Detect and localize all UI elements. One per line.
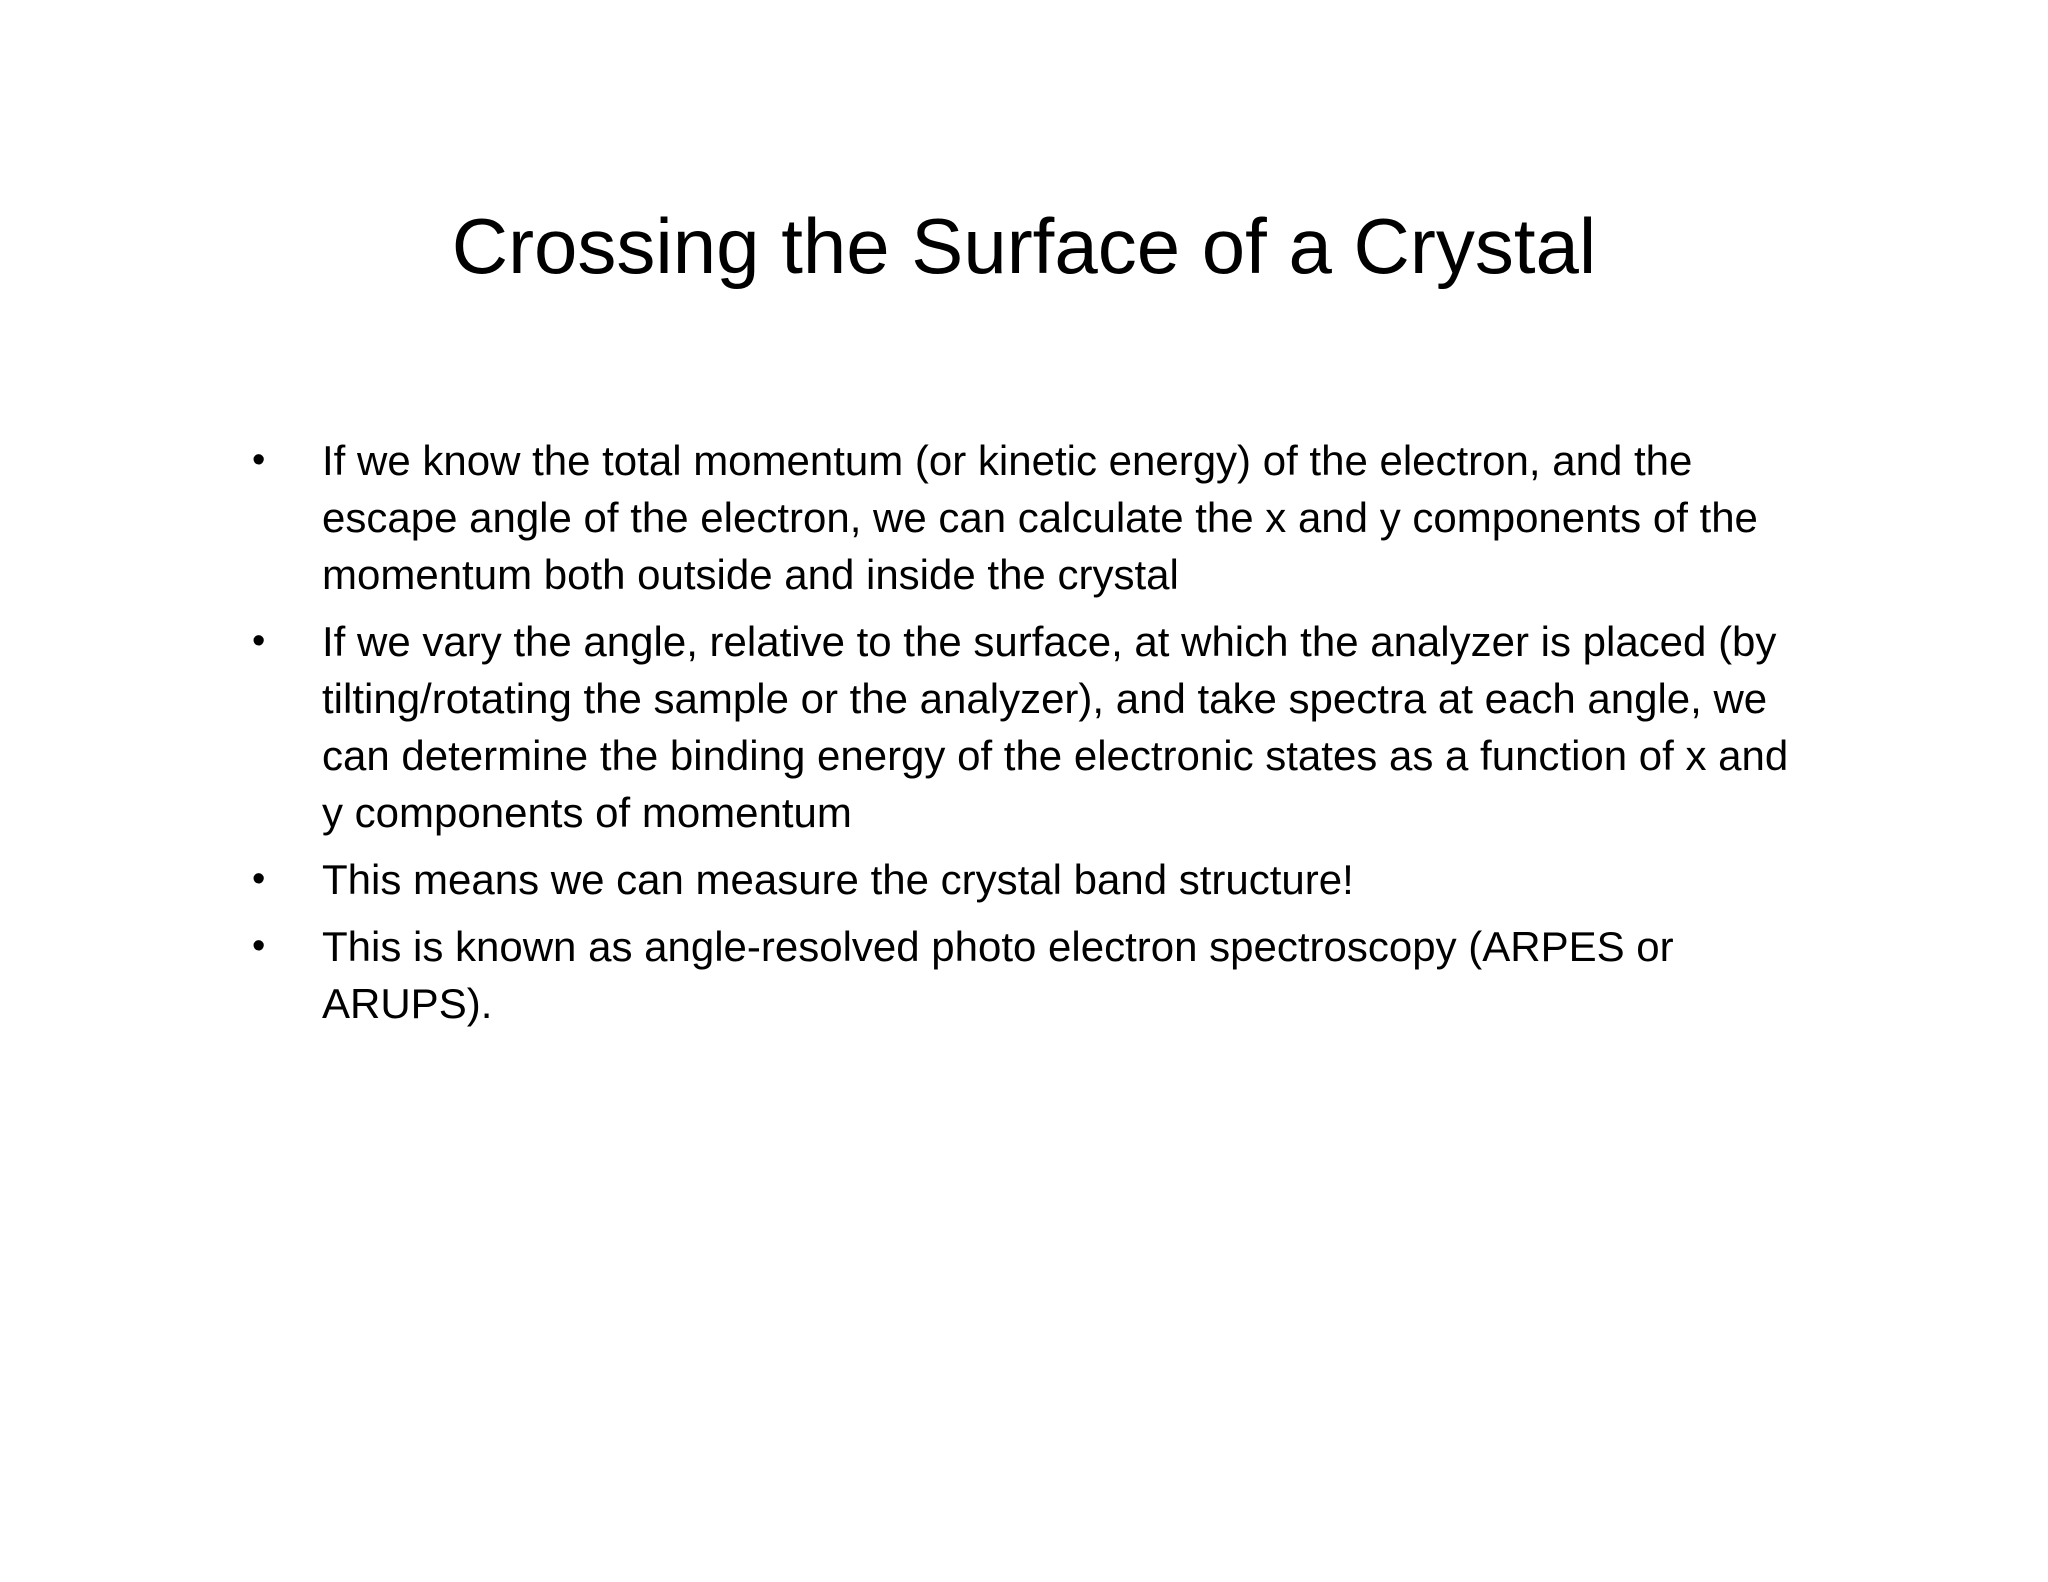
bullet-text: If we vary the angle, relative to the surface, at which the analyzer is placed (by tilting/rotating the sample or the analyzer), and take spectra at each angle, we can determine the binding energy of the electronic states as a function of x and y components of momentum [322,618,1789,836]
bullet-text: This is known as angle-resolved photo electron spectroscopy (ARPES or ARUPS). [322,923,1674,1027]
slide-title: Crossing the Surface of a Crystal [451,202,1597,290]
bullet-text: This means we can measure the crystal band structure! [322,856,1354,903]
bullet-item [252,432,1812,603]
bullet-item [252,851,1812,908]
bullet-marker: • [252,858,266,900]
bullet-marker: • [252,925,266,967]
bullet-marker: • [252,620,266,662]
bullet-item [252,613,1812,841]
bullet-list [252,432,1812,1042]
bullet-text: If we know the total momentum (or kinetic energy) of the electron, and the escape angle of the electron, we can calculate the x and y components of the momentum both outside and inside the crystal [322,437,1758,598]
bullet-item [252,918,1812,1032]
bullet-marker: • [252,439,266,481]
